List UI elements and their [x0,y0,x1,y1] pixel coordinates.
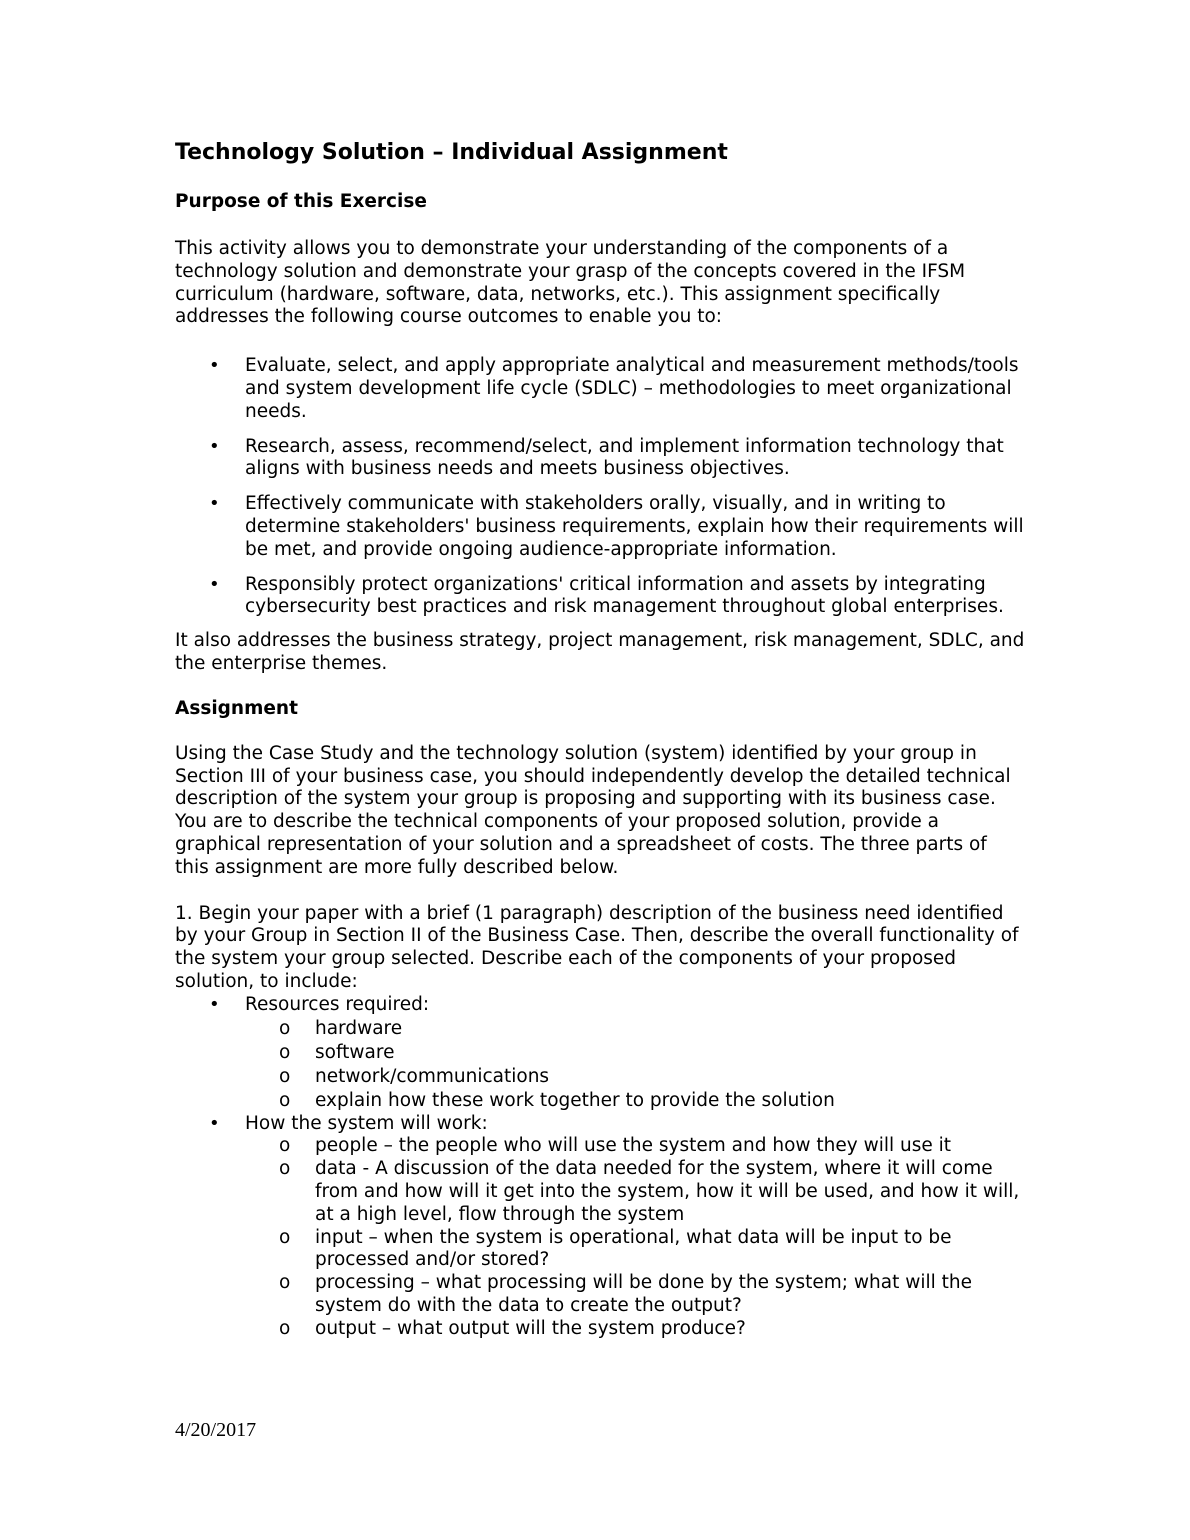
bullet-icon: • [209,1112,220,1134]
purpose-closing: It also addresses the business strategy, project management, risk management, SDLC, and the enterprise themes. [175,630,1025,674]
sub-list-item [245,1135,1025,1158]
resources-label: Resources required: [245,993,430,1015]
sub-bullet-icon: o [279,1317,291,1339]
resources-sublist [245,1017,1025,1113]
document-title: Technology Solution – Individual Assignment [175,140,728,165]
sub-list-item [245,1158,1025,1226]
sub-list-item [245,1089,1025,1113]
list-item [175,355,1025,423]
list-item [175,994,1025,1113]
how-it-works-sublist [245,1135,1025,1340]
how-it-works-text: people – the people who will use the system and how they will use it [315,1135,952,1157]
sub-bullet-icon: o [279,1226,291,1248]
resource-text: network/communications [315,1065,550,1087]
how-it-works-text: data - A discussion of the data needed for the system, where it will come from and how will it get into the system, how it will be used, and how it will, at a high level, flow through the system [315,1158,1020,1225]
resource-text: explain how these work together to provide the solution [315,1089,835,1111]
assignment-heading: Assignment [175,697,298,719]
how-it-works-text: input – when the system is operational, what data will be input to be processed and/or stored? [315,1226,952,1271]
sub-list-item [245,1227,1025,1273]
components-list [175,994,1025,1341]
sub-bullet-icon: o [279,1065,291,1087]
sub-bullet-icon: o [279,1158,291,1180]
bullet-icon: • [209,355,220,377]
assignment-intro: Using the Case Study and the technology solution (system) identified by your group in Section III of your business case, you should independently develop the detailed technical description of the system your group is proposing and supporting with its business case. You are to describe the technical components of your proposed solution, provide a graphical representation of your solution and a spreadsheet of costs. The three parts of this assignment are more fully described below. [175,742,1011,878]
resource-text: software [315,1041,395,1063]
sub-list-item [245,1017,1025,1041]
sub-bullet-icon: o [279,1089,291,1111]
purpose-intro: This activity allows you to demonstrate your understanding of the components of a technology solution and demonstrate your grasp of the concepts covered in the IFSM curriculum (hardware, software, data, networks, etc.). This assignment specifically addresses the following course outcomes to enable you to: [175,238,966,328]
list-item [175,1113,1025,1341]
bullet-icon: • [209,993,220,1015]
sub-bullet-icon: o [279,1272,291,1294]
sub-bullet-icon: o [279,1017,291,1039]
sub-list-item [245,1065,1025,1089]
outcome-text: Effectively communicate with stakeholders orally, visually, and in writing to determine stakeholders' business requirements, explain how their requirements will be met, and provide ongoing audience-appropriate information. [245,493,1024,560]
purpose-heading: Purpose of this Exercise [175,191,427,212]
list-item [175,436,1025,482]
how-it-works-text: output – what output will the system produce? [315,1317,746,1339]
document-page [175,138,1025,1340]
sub-list-item [245,1318,1025,1341]
bullet-icon: • [209,573,220,595]
course-outcomes-list [175,355,1025,619]
sub-bullet-icon: o [279,1135,291,1157]
resource-text: hardware [315,1017,403,1039]
sub-list-item [245,1041,1025,1065]
how-it-works-label: How the system will work: [245,1112,488,1134]
footer-date: 4/20/2017 [175,1419,257,1441]
outcome-text: Responsibly protect organizations' critical information and assets by integrating cybersecurity best practices and risk management throughout global enterprises. [245,573,1004,618]
list-item [175,574,1025,620]
bullet-icon: • [209,435,220,457]
outcome-text: Research, assess, recommend/select, and implement information technology that aligns with business needs and meets business objectives. [245,435,1004,480]
sub-bullet-icon: o [279,1041,291,1063]
sub-list-item [245,1272,1025,1318]
assignment-step-1: 1. Begin your paper with a brief (1 paragraph) description of the business need identified by your Group in Section II of the Business Case. Then, describe the overall functionality of the system your group selected. Describe each of the components of your proposed solution, to include: [175,902,1019,992]
how-it-works-text: processing – what processing will be done by the system; what will the system do with the data to create the output? [315,1272,973,1316]
bullet-icon: • [209,493,220,515]
list-item [175,493,1025,561]
outcome-text: Evaluate, select, and apply appropriate analytical and measurement methods/tools and system development life cycle (SDLC) – methodologies to meet organizational needs. [245,355,1019,422]
